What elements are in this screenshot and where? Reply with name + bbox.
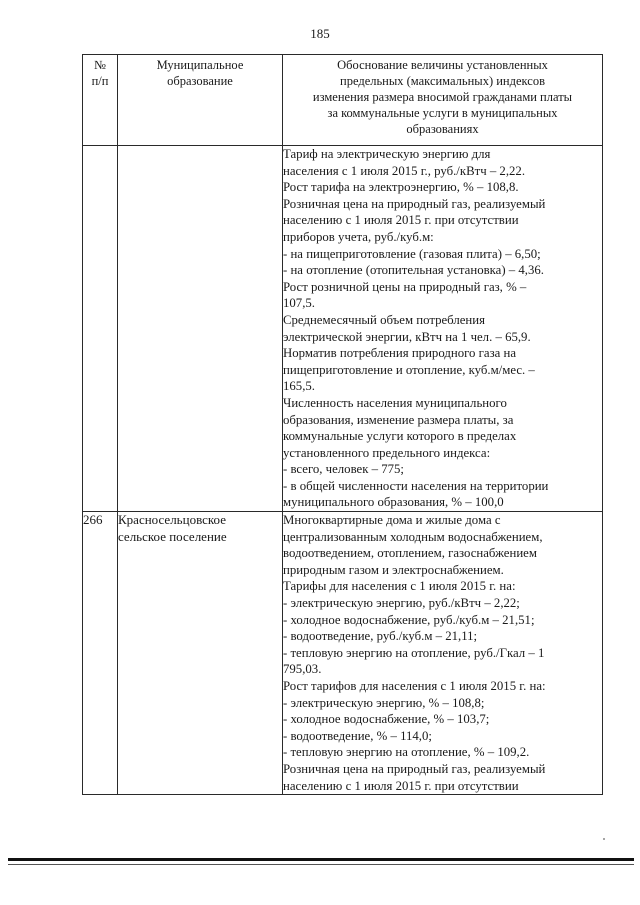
justification-line: - в общей численности населения на территории — [283, 478, 549, 493]
justification-line: 107,5. — [283, 296, 315, 311]
row-justification-cell — [283, 146, 603, 512]
justification-line: Рост розничной цены на природный газ, % – — [283, 279, 527, 294]
header-justification-line: изменения размера вносимой гражданами платы — [312, 90, 573, 104]
justification-line: коммунальные услуги которого в пределах — [283, 429, 517, 444]
justification-line: - всего, человек – 775; — [283, 462, 404, 477]
indices-table — [82, 54, 603, 795]
header-justification-line: Обоснование величины установленных — [337, 58, 548, 72]
justification-line: Тариф на электрическую энергию для — [283, 147, 491, 161]
justification-line: Многоквартирные дома и жилые дома с — [283, 513, 501, 528]
justification-line: - электрическую энергию, % – 108,8; — [283, 695, 485, 710]
justification-line: - водоотведение, % – 114,0; — [283, 728, 432, 743]
justification-line: Розничная цена на природный газ, реализуемый — [283, 761, 546, 776]
municipality-line: сельское поселение — [118, 528, 227, 544]
header-municipality — [118, 55, 283, 146]
municipality-line: Красносельцовское — [118, 512, 226, 528]
table-row — [83, 146, 603, 512]
table-row — [83, 512, 603, 795]
justification-line: 165,5. — [283, 379, 315, 394]
justification-line: населению с 1 июля 2015 г. при отсутствии — [283, 778, 519, 793]
page-bottom-rule — [8, 858, 634, 861]
header-justification-line: за коммунальные услуги в муниципальных — [327, 106, 558, 120]
justification-line: - тепловую энергию на отопление, руб./Гкал – 1 — [283, 645, 545, 660]
row-justification-cell — [283, 512, 603, 795]
justification-line: Тарифы для населения с 1 июля 2015 г. на: — [283, 579, 516, 594]
justification-line: - водоотведение, руб./куб.м – 21,11; — [283, 629, 478, 644]
justification-line: Численность населения муниципального — [283, 395, 507, 410]
justification-line: пищеприготовление и отопление, куб.м/мес. – — [283, 362, 535, 377]
justification-line: Рост тарифов для населения с 1 июля 2015 г. на: — [283, 679, 546, 693]
header-number-line: п/п — [91, 74, 109, 88]
row-number-cell — [83, 146, 118, 512]
row-municipality-cell — [118, 512, 283, 795]
justification-line: населению с 1 июля 2015 г. при отсутствии — [283, 213, 519, 228]
justification-line: - холодное водоснабжение, % – 103,7; — [283, 712, 490, 727]
justification-line: электрической энергии, кВтч на 1 чел. – 65,9. — [283, 329, 531, 344]
page-bottom-rule-thin — [8, 864, 634, 865]
justification-line: образования, изменение размера платы, за — [283, 412, 514, 427]
scan-speck — [603, 838, 605, 840]
justification-line: установленного предельного индекса: — [283, 445, 491, 460]
header-justification-line: предельных (максимальных) индексов — [340, 74, 545, 88]
justification-line: природным газом и электроснабжением. — [283, 562, 504, 577]
justification-line: муниципального образования, % – 100,0 — [283, 495, 504, 510]
justification-line: приборов учета, руб./куб.м: — [283, 229, 434, 244]
header-number-line: № — [94, 58, 106, 72]
justification-line: Среднемесячный объем потребления — [283, 312, 486, 327]
justification-line: - на отопление (отопительная установка) – 4,36. — [283, 263, 544, 278]
justification-line: - электрическую энергию, руб./кВтч – 2,22; — [283, 596, 520, 611]
justification-line: - тепловую энергию на отопление, % – 109,2. — [283, 745, 530, 760]
row-number-cell: 266 — [83, 512, 118, 795]
header-justification — [283, 55, 603, 146]
header-municipality-line: Муниципальное — [156, 58, 244, 72]
header-justification-line: образованиях — [406, 122, 479, 136]
row-municipality-cell — [118, 146, 283, 512]
justification-line: Рост тарифа на электроэнергию, % – 108,8. — [283, 180, 519, 195]
justification-line: населения с 1 июля 2015 г., руб./кВтч – 2,22. — [283, 163, 526, 178]
justification-line: Розничная цена на природный газ, реализуемый — [283, 196, 546, 211]
header-number — [83, 55, 118, 146]
page-number: 185 — [310, 26, 330, 41]
justification-line: - холодное водоснабжение, руб./куб.м – 21,51; — [283, 612, 535, 627]
header-municipality-line: образование — [167, 74, 233, 88]
justification-line: водоотведением, отоплением, газоснабжением — [283, 546, 537, 561]
justification-line: централизованным холодным водоснабжением, — [283, 529, 543, 544]
justification-line: 795,03. — [283, 662, 322, 677]
table-header-row — [83, 55, 603, 146]
justification-line: Норматив потребления природного газа на — [283, 346, 517, 361]
justification-line: - на пищеприготовление (газовая плита) – 6,50; — [283, 246, 541, 261]
